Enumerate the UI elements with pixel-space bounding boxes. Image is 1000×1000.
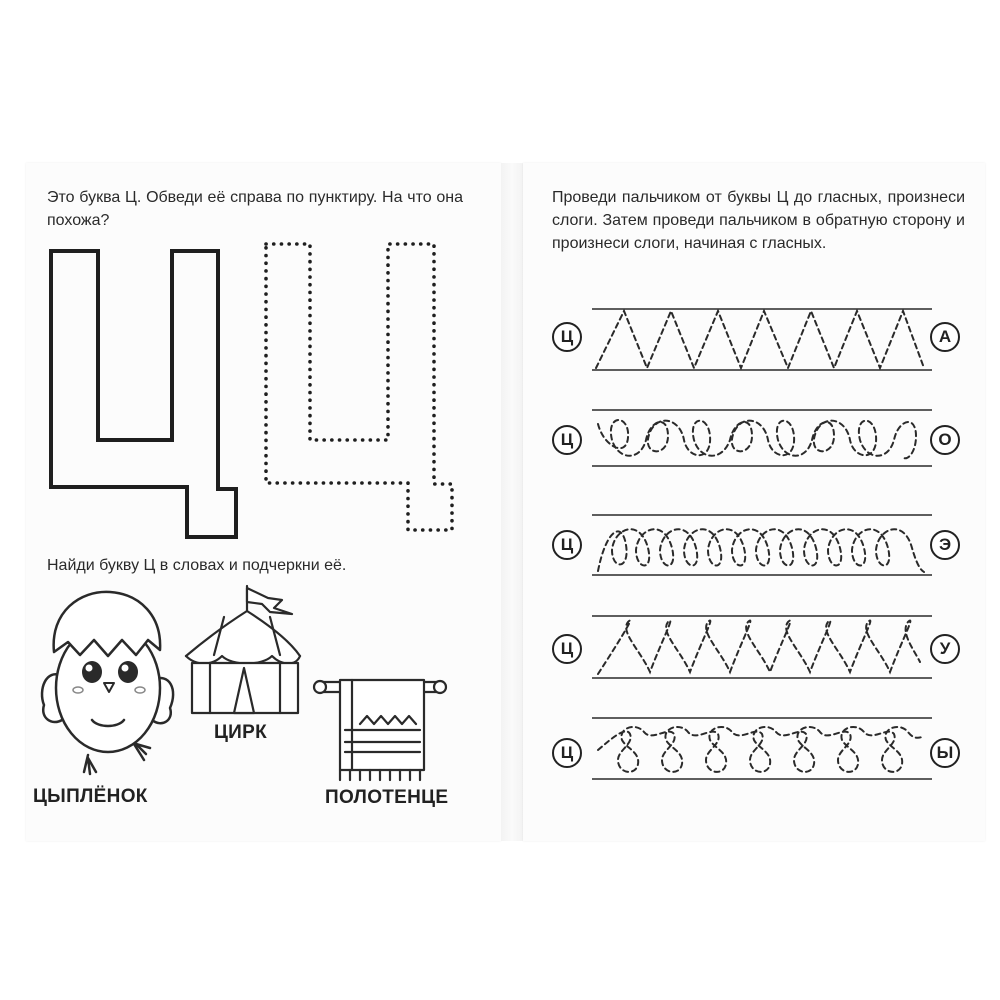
word-chick: ЦЫПЛЁНОК: [33, 786, 148, 807]
start-letter-row-5: Ц: [552, 738, 582, 768]
end-letter-row-5: Ы: [930, 738, 960, 768]
word-towel: ПОЛОТЕНЦЕ: [325, 787, 449, 808]
start-letter-row-2: Ц: [552, 425, 582, 455]
start-letter-row-1: Ц: [552, 322, 582, 352]
instruction-text: Проведи пальчиком от буквы Ц до гласных, произнеси слоги. Затем проведи пальчиком в обратную сторону и произнеси слоги, начиная с гласных.: [552, 189, 965, 252]
end-letter-row-1: А: [930, 322, 960, 352]
start-letter-row-4: Ц: [552, 634, 582, 664]
find-text: Найди букву Ц в словах и подчеркни её.: [47, 557, 347, 574]
start-letter-row-3: Ц: [552, 530, 582, 560]
word-circus: ЦИРК: [214, 722, 268, 743]
end-letter-row-3: Э: [930, 530, 960, 560]
intro-text: Это буква Ц. Обведи её справа по пунктиру. На что она похожа?: [47, 189, 463, 229]
end-letter-row-2: О: [930, 425, 960, 455]
end-letter-row-4: У: [930, 634, 960, 664]
